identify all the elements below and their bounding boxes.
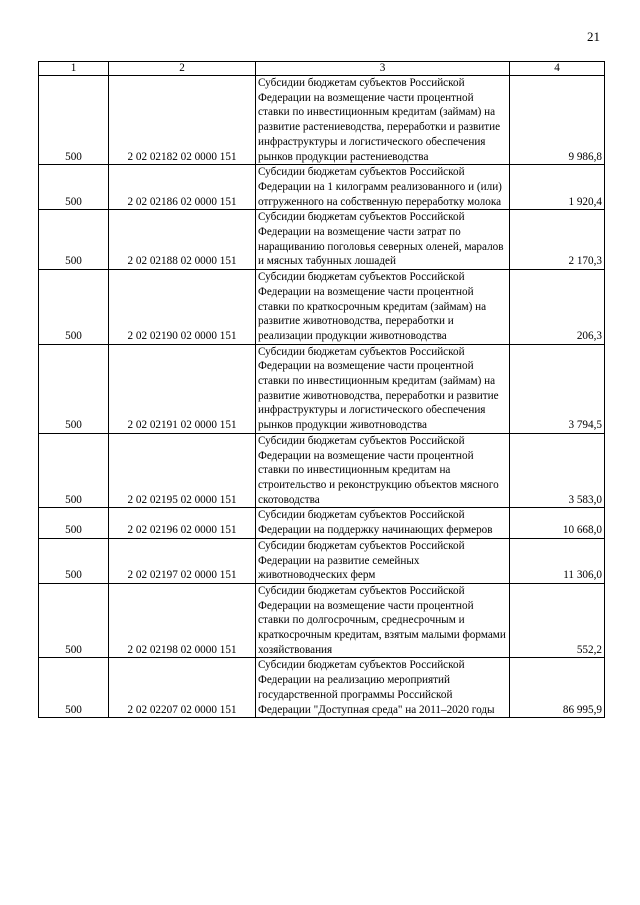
revenue-code-cell: 2 02 02198 02 0000 151	[109, 583, 256, 658]
revenue-code-cell: 2 02 02186 02 0000 151	[109, 165, 256, 210]
amount-cell: 3 583,0	[510, 433, 605, 508]
admin-code-cell: 500	[39, 344, 109, 433]
admin-code-cell: 500	[39, 165, 109, 210]
table-row	[39, 270, 605, 345]
column-header-2: 2	[109, 62, 256, 76]
table-row	[39, 165, 605, 210]
amount-cell: 2 170,3	[510, 210, 605, 270]
column-header-4: 4	[510, 62, 605, 76]
amount-cell: 10 668,0	[510, 508, 605, 538]
revenue-name-cell: Субсидии бюджетам субъектов Российской Федерации на 1 килограмм реализованного и (или) отгруженного на собственную переработку молока	[256, 165, 510, 210]
revenue-code-cell: 2 02 02195 02 0000 151	[109, 433, 256, 508]
revenue-name-cell: Субсидии бюджетам субъектов Российской Федерации на возмещение части процентной ставки по инвестиционным кредитам (займам) на развитие растениеводства, переработки и развитие инфраструктуры и логистического обеспечения рынков продукции растениеводства	[256, 76, 510, 165]
admin-code-cell: 500	[39, 433, 109, 508]
amount-cell: 1 920,4	[510, 165, 605, 210]
revenue-code-cell: 2 02 02191 02 0000 151	[109, 344, 256, 433]
revenue-code-cell: 2 02 02197 02 0000 151	[109, 538, 256, 583]
table-row	[39, 538, 605, 583]
admin-code-cell: 500	[39, 508, 109, 538]
column-header-1: 1	[39, 62, 109, 76]
table-row	[39, 76, 605, 165]
revenue-name-cell: Субсидии бюджетам субъектов Российской Федерации на возмещение части процентной ставки по краткосрочным кредитам (займам) на развитие животноводства, переработки и реализации продукции животноводства	[256, 270, 510, 345]
amount-cell: 86 995,9	[510, 658, 605, 718]
revenue-name-cell: Субсидии бюджетам субъектов Российской Федерации на возмещение части процентной ставки по инвестиционным кредитам на строительство и реконструкцию объектов мясного скотоводства	[256, 433, 510, 508]
admin-code-cell: 500	[39, 76, 109, 165]
revenue-code-cell: 2 02 02182 02 0000 151	[109, 76, 256, 165]
column-header-3: 3	[256, 62, 510, 76]
amount-cell: 552,2	[510, 583, 605, 658]
revenue-name-cell: Субсидии бюджетам субъектов Российской Федерации на реализацию мероприятий государственной программы Российской Федерации "Доступная среда" на 2011–2020 годы	[256, 658, 510, 718]
table-header-row	[39, 62, 605, 76]
revenue-name-cell: Субсидии бюджетам субъектов Российской Федерации на возмещение части затрат по наращиванию поголовья северных оленей, маралов и мясных табунных лошадей	[256, 210, 510, 270]
amount-cell: 9 986,8	[510, 76, 605, 165]
revenue-name-cell: Субсидии бюджетам субъектов Российской Федерации на поддержку начинающих фермеров	[256, 508, 510, 538]
revenue-name-cell: Субсидии бюджетам субъектов Российской Федерации на возмещение части процентной ставки по долгосрочным, среднесрочным и краткосрочным кредитам, взятым малыми формами хозяйствования	[256, 583, 510, 658]
table-row	[39, 583, 605, 658]
revenue-code-cell: 2 02 02190 02 0000 151	[109, 270, 256, 345]
revenue-code-cell: 2 02 02188 02 0000 151	[109, 210, 256, 270]
budget-revenue-table	[38, 61, 605, 718]
table-row	[39, 433, 605, 508]
admin-code-cell: 500	[39, 210, 109, 270]
amount-cell: 206,3	[510, 270, 605, 345]
admin-code-cell: 500	[39, 583, 109, 658]
table-row	[39, 658, 605, 718]
table-row	[39, 210, 605, 270]
revenue-code-cell: 2 02 02196 02 0000 151	[109, 508, 256, 538]
revenue-code-cell: 2 02 02207 02 0000 151	[109, 658, 256, 718]
amount-cell: 3 794,5	[510, 344, 605, 433]
page-number: 21	[587, 29, 600, 44]
admin-code-cell: 500	[39, 658, 109, 718]
admin-code-cell: 500	[39, 270, 109, 345]
revenue-name-cell: Субсидии бюджетам субъектов Российской Федерации на развитие семейных животноводческих ферм	[256, 538, 510, 583]
table-row	[39, 344, 605, 433]
table-row	[39, 508, 605, 538]
admin-code-cell: 500	[39, 538, 109, 583]
amount-cell: 11 306,0	[510, 538, 605, 583]
revenue-name-cell: Субсидии бюджетам субъектов Российской Федерации на возмещение части процентной ставки по инвестиционным кредитам (займам) на развитие животноводства, переработки и развитие инфраструктуры и логистического обеспечения рынков продукции животноводства	[256, 344, 510, 433]
